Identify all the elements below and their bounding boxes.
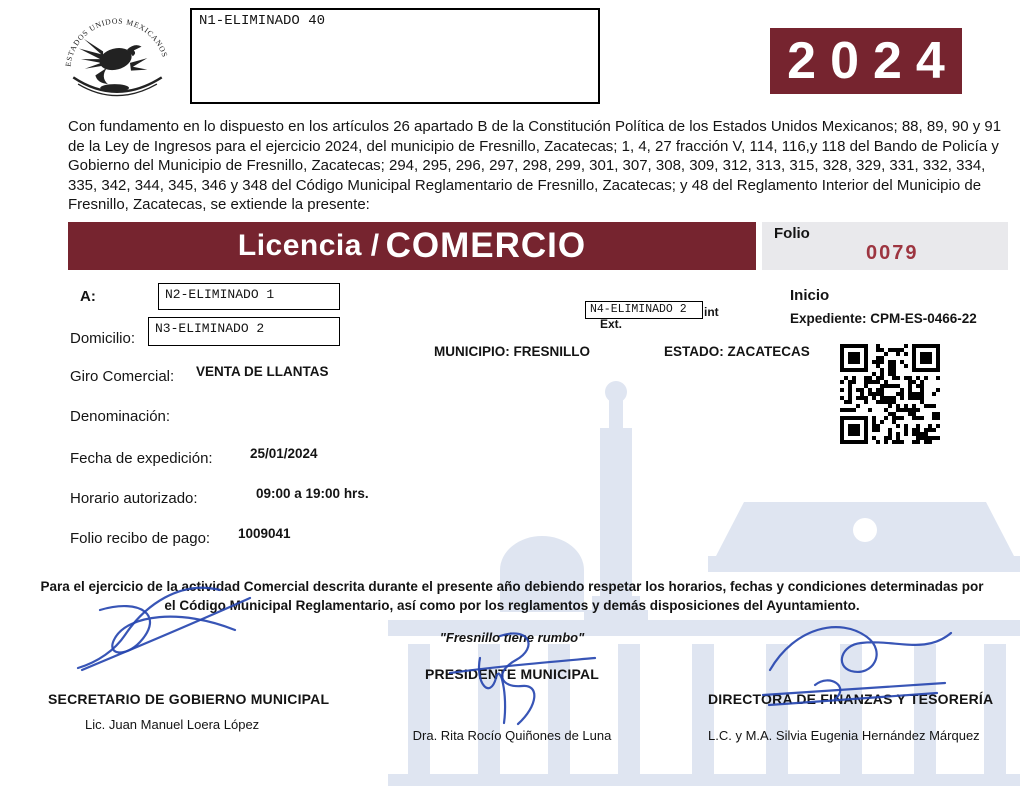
conditions-text: Para el ejercicio de la actividad Comercial descrita durante el presente año debiendo respetar los horarios, fechas y condiciones determinadas por el Código Municipal Reglamentario, así como por los reglamentos y demás disposiciones del Ayuntamiento. (40, 579, 984, 613)
directora-title: DIRECTORA DE FINANZAS Y TESORERÍA (708, 691, 994, 707)
secretario-signature (70, 580, 260, 675)
denominacion-label: Denominación: (70, 408, 171, 425)
national-emblem-icon (55, 6, 180, 116)
qr-code (840, 344, 940, 444)
redacted-header-box: N1-ELIMINADO 40 (190, 8, 600, 104)
municipio-text: MUNICIPIO: FRESNILLO (434, 344, 590, 359)
folio-panel (762, 222, 1008, 270)
presidente-signature (430, 628, 605, 728)
year-text: 2024 (787, 32, 959, 90)
motto: "Fresnillo tiene rumbo" (439, 630, 585, 645)
license-banner (68, 222, 756, 270)
presidente-title: PRESIDENTE MUNICIPAL (424, 666, 600, 682)
horario-value: 09:00 a 19:00 hrs. (256, 486, 369, 501)
domicilio-redacted-box: N3-ELIMINADO 2 (148, 317, 340, 346)
horario-label: Horario autorizado: (70, 490, 198, 507)
addressee-redacted-box: N2-ELIMINADO 1 (158, 283, 340, 310)
domicilio-label: Domicilio: (70, 330, 136, 347)
expediente-text: Expediente: CPM-ES-0466-22 (790, 311, 977, 326)
banner-title-prefix: Licencia / (237, 229, 380, 262)
eagle-emblem-icon (79, 39, 147, 92)
ext-label: Ext. (600, 317, 623, 331)
directora-signature (755, 615, 960, 720)
giro-value: VENTA DE LLANTAS (196, 364, 329, 379)
giro-label: Giro Comercial: (70, 368, 175, 385)
presidente-name: Dra. Rita Rocío Quiñones de Luna (412, 728, 612, 743)
folio-number: 0079 (866, 242, 919, 264)
inicio-label: Inicio (790, 287, 830, 304)
numero-redacted-box: N4-ELIMINADO 2 (585, 301, 703, 319)
directora-name: L.C. y M.A. Silvia Eugenia Hernández Márquez (708, 728, 980, 743)
fecha-label: Fecha de expedición: (70, 450, 213, 467)
addressee-label: A: (80, 288, 96, 305)
folio-label: Folio (774, 225, 810, 242)
estado-text: ESTADO: ZACATECAS (664, 344, 810, 359)
year-badge (770, 28, 962, 94)
fecha-value: 25/01/2024 (250, 446, 318, 461)
folio-pago-label: Folio recibo de pago: (70, 530, 211, 547)
secretario-name: Lic. Juan Manuel Loera López (85, 717, 260, 732)
folio-pago-value: 1009041 (238, 526, 291, 541)
legal-preamble: Con fundamento en lo dispuesto en los artículos 26 apartado B de la Constitución Política de los Estados Unidos Mexicanos; 88, 89, 90 y 91 de la Ley de Ingresos para el ejercicio 2024, del municipio de Fresnillo, Zacatecas; 1, 4, 27 fracción V, 114, 116,y 118 del Bando de Policía y Gobierno del Municipio de Fresnillo, Zacatecas; 294, 295, 296, 297, 298, 299, 301, 307, 308, 309, 312, 313, 315, 328, 329, 331, 332, 334, 335, 342, 344, 345, 346 y 348 del Código Municipal Reglamentario de Fresnillo, Zacatecas; y 48 del Reglamento Interior del Municipio de Fresnillo, Zacatecas, se extiende la presente: (68, 118, 1002, 213)
emblem-arc-text: ESTADOS UNIDOS MEXICANOS (63, 16, 170, 68)
secretario-title: SECRETARIO DE GOBIERNO MUNICIPAL (48, 691, 330, 707)
int-label: int (704, 305, 719, 319)
banner-title-main: COMERCIO (385, 226, 587, 265)
